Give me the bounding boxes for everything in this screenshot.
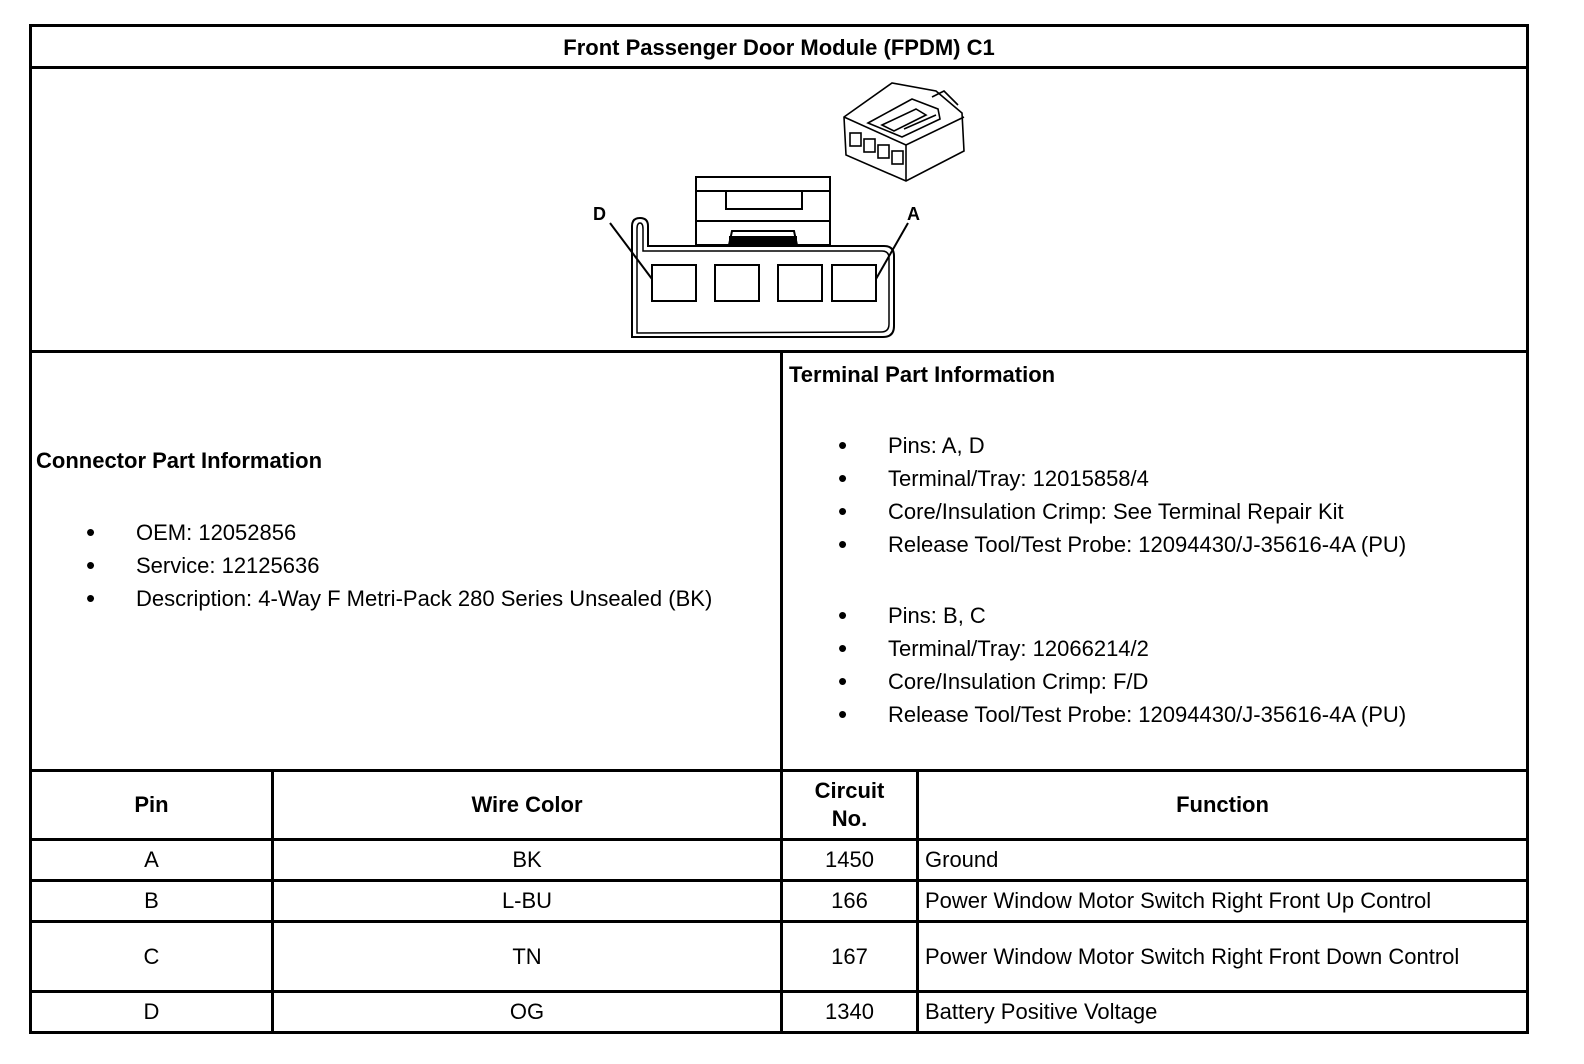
page-title: Front Passenger Door Module (FPDM) C1 — [563, 34, 995, 60]
table-cell-pin: B — [144, 888, 159, 913]
table-cell-wire: BK — [512, 847, 542, 872]
table-cell-wire: L-BU — [501, 888, 553, 913]
connector-body-icon — [844, 83, 964, 181]
list-item: • Terminal/Tray: 12015858/4 — [838, 464, 1518, 497]
list-item: • Release Tool/Test Probe: 12094430/J-35616-4A (PU) — [838, 700, 1518, 733]
table-cell-function: Power Window Motor Switch Right Front Up Control — [925, 888, 1432, 913]
header-function: Function — [1176, 792, 1269, 817]
header-circuit — [783, 772, 916, 838]
connector-list — [86, 518, 746, 617]
table-cell-circuit: 167 — [831, 943, 868, 969]
list-item: • Service: 12125636 — [86, 551, 746, 584]
terminal-list-1 — [838, 431, 1518, 563]
list-item: • Release Tool/Test Probe: 12094430/J-35616-4A (PU) — [838, 530, 1518, 563]
table-cell-circuit: 1340 — [825, 999, 874, 1024]
list-item: • OEM: 12052856 — [86, 518, 746, 551]
connector-heading: Connector Part Information — [36, 448, 323, 473]
table-cell-pin: C — [143, 943, 160, 969]
table-cell-pin: D — [143, 999, 160, 1024]
table-cell-function: Battery Positive Voltage — [925, 999, 1158, 1024]
list-item: • Pins: B, C — [838, 601, 1518, 634]
connector-face-icon — [32, 71, 1526, 351]
list-item: • Core/Insulation Crimp: See Terminal Repair Kit — [838, 497, 1518, 530]
header-pin: Pin — [134, 792, 169, 817]
table-cell-circuit: 1450 — [825, 847, 874, 872]
list-item: • Core/Insulation Crimp: F/D — [838, 667, 1518, 700]
header-circuit-line1: Circuit — [814, 778, 885, 803]
list-item: • Terminal/Tray: 12066214/2 — [838, 634, 1518, 667]
connector-diagram — [32, 71, 1526, 351]
table-cell-function: Ground — [925, 847, 999, 872]
terminal-list-2 — [838, 601, 1518, 733]
table-cell-circuit: 166 — [831, 888, 868, 913]
terminal-heading: Terminal Part Information — [789, 362, 1056, 387]
pin-label-a: A — [907, 204, 920, 224]
header-circuit-line2: No. — [831, 806, 868, 831]
header-wire-color: Wire Color — [471, 792, 583, 817]
table-cell-wire: OG — [509, 999, 545, 1024]
table-cell-wire: TN — [512, 943, 542, 969]
pin-label-d: D — [593, 204, 606, 224]
list-item: • Pins: A, D — [838, 431, 1518, 464]
table-cell-function: Power Window Motor Switch Right Front Down Control — [925, 943, 1460, 969]
list-item: • Description: 4-Way F Metri-Pack 280 Series Unsealed (BK) — [86, 584, 746, 617]
table-cell-pin: A — [144, 847, 159, 872]
